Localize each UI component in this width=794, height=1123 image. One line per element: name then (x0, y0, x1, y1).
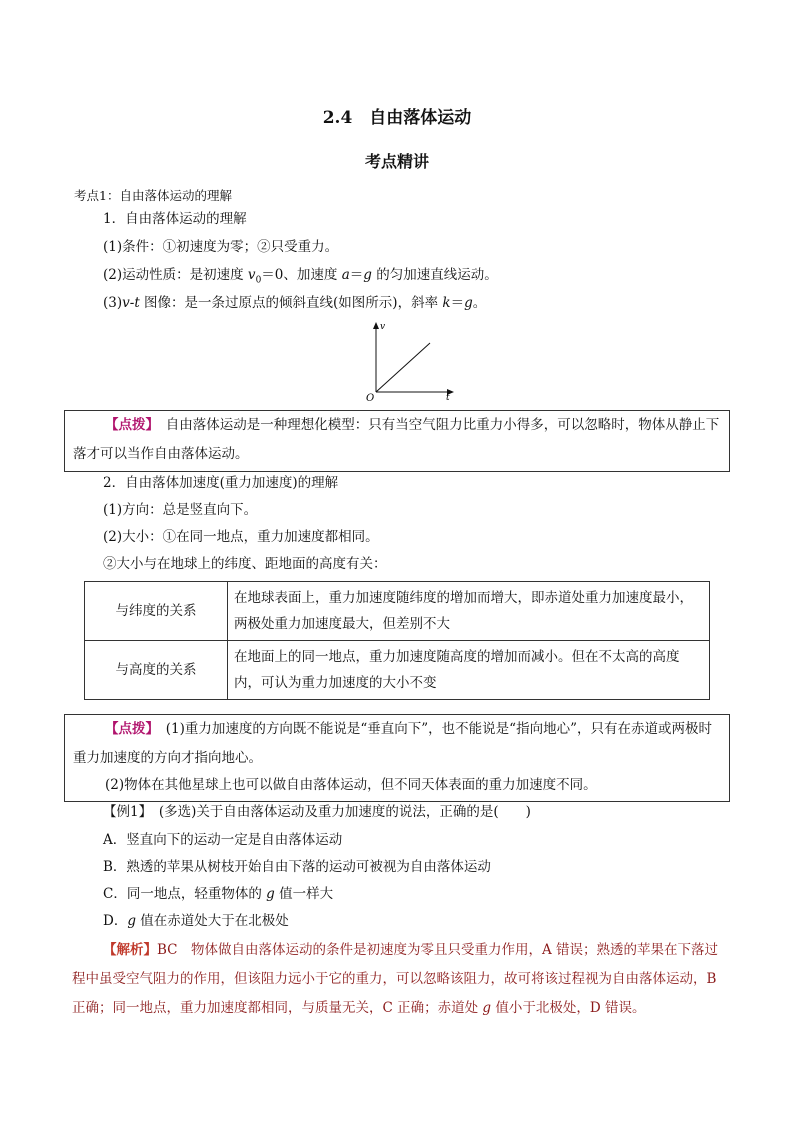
magnitude-line: (2)大小：①在同一地点，重力加速度都相同。 (103, 529, 379, 545)
tip-box-2 (64, 714, 730, 802)
tip-text-2a: 【点拨】 (1)重力加速度的方向既不能说是“垂直向下”，也不能说是“指向地心”，只有在赤道或两极时重力加速度的方向才指向地心。 (73, 721, 712, 766)
table-key-cell: 与高度的关系 (85, 641, 228, 700)
analysis-text: 【解析】BC 物体做自由落体运动的条件是初速度为零且只受重力作用，A 错误；熟透的苹果在下落过程中虽受空气阻力的作用，但该阻力远小于它的重力，可以忽略该阻力，故可将该过程视为自由落体运动，B 正确；同一地点，重力加速度都相同，与质量无关，C 正确；赤道处 g 值小于北极处，D 错误。 (72, 942, 719, 1016)
table-row (85, 641, 710, 700)
condition-line: (1)条件：①初速度为零；②只受重力。 (103, 239, 339, 255)
page-title: 2.4 自由落体运动 (322, 108, 472, 128)
section-heading: 考点1：自由落体运动的理解 (74, 188, 232, 203)
tip-text-1: 【点拨】 自由落体运动是一种理想化模型：只有当空气阻力比重力小得多，可以忽略时，物体从静止下落才可以当作自由落体运动。 (73, 417, 720, 462)
table-key-cell: 与纬度的关系 (85, 582, 228, 641)
origin-label: O (366, 393, 375, 402)
option-c: C．同一地点，轻重物体的 g 值一样大 (103, 886, 334, 902)
item-heading-2: 2．自由落体加速度(重力加速度)的理解 (103, 475, 339, 491)
example-question: 【例1】 (多选)关于自由落体运动及重力加速度的说法，正确的是( ) (103, 804, 531, 820)
item-heading: 1．自由落体运动的理解 (103, 211, 247, 227)
tip-text-2b: (2)物体在其他星球上也可以做自由落体运动，但不同天体表面的重力加速度不同。 (105, 777, 597, 793)
table-value-cell: 在地球表面上，重力加速度随纬度的增加而增大，即赤道处重力加速度最小， 两极处重力加速度最大，但差别不大 (228, 582, 710, 641)
page-subtitle: 考点精讲 (364, 152, 429, 171)
v-axis-label: v (380, 322, 386, 332)
table-value-cell: 在地面上的同一地点，重力加速度随高度的增加而减小。但在不太高的高度 内，可认为重力加速度的大小不变 (228, 641, 710, 700)
relation-table (84, 581, 710, 700)
option-b: B．熟透的苹果从树枝开始自由下落的运动可被视为自由落体运动 (103, 859, 491, 875)
direction-line: (1)方向：总是竖直向下。 (103, 502, 258, 518)
option-d: D．g 值在赤道处大于在北极处 (103, 913, 289, 929)
factor-line: ②大小与在地球上的纬度、距地面的高度有关： (103, 556, 387, 572)
vt-graph-line: (3)v-t 图像：是一条过原点的倾斜直线(如图所示)，斜率 k＝g。 (103, 295, 487, 311)
vt-diagram (360, 318, 460, 402)
option-a: A．竖直向下的运动一定是自由落体运动 (103, 832, 343, 848)
motion-nature-line: (2)运动性质：是初速度 $v_0=0$、加速度 a＝g 的匀加速直线运动。 (103, 267, 498, 286)
table-row (85, 582, 710, 641)
tip-box-1 (64, 410, 730, 472)
v-axis-arrow (373, 322, 379, 329)
vt-line (376, 343, 430, 392)
t-axis-label: t (446, 393, 450, 402)
